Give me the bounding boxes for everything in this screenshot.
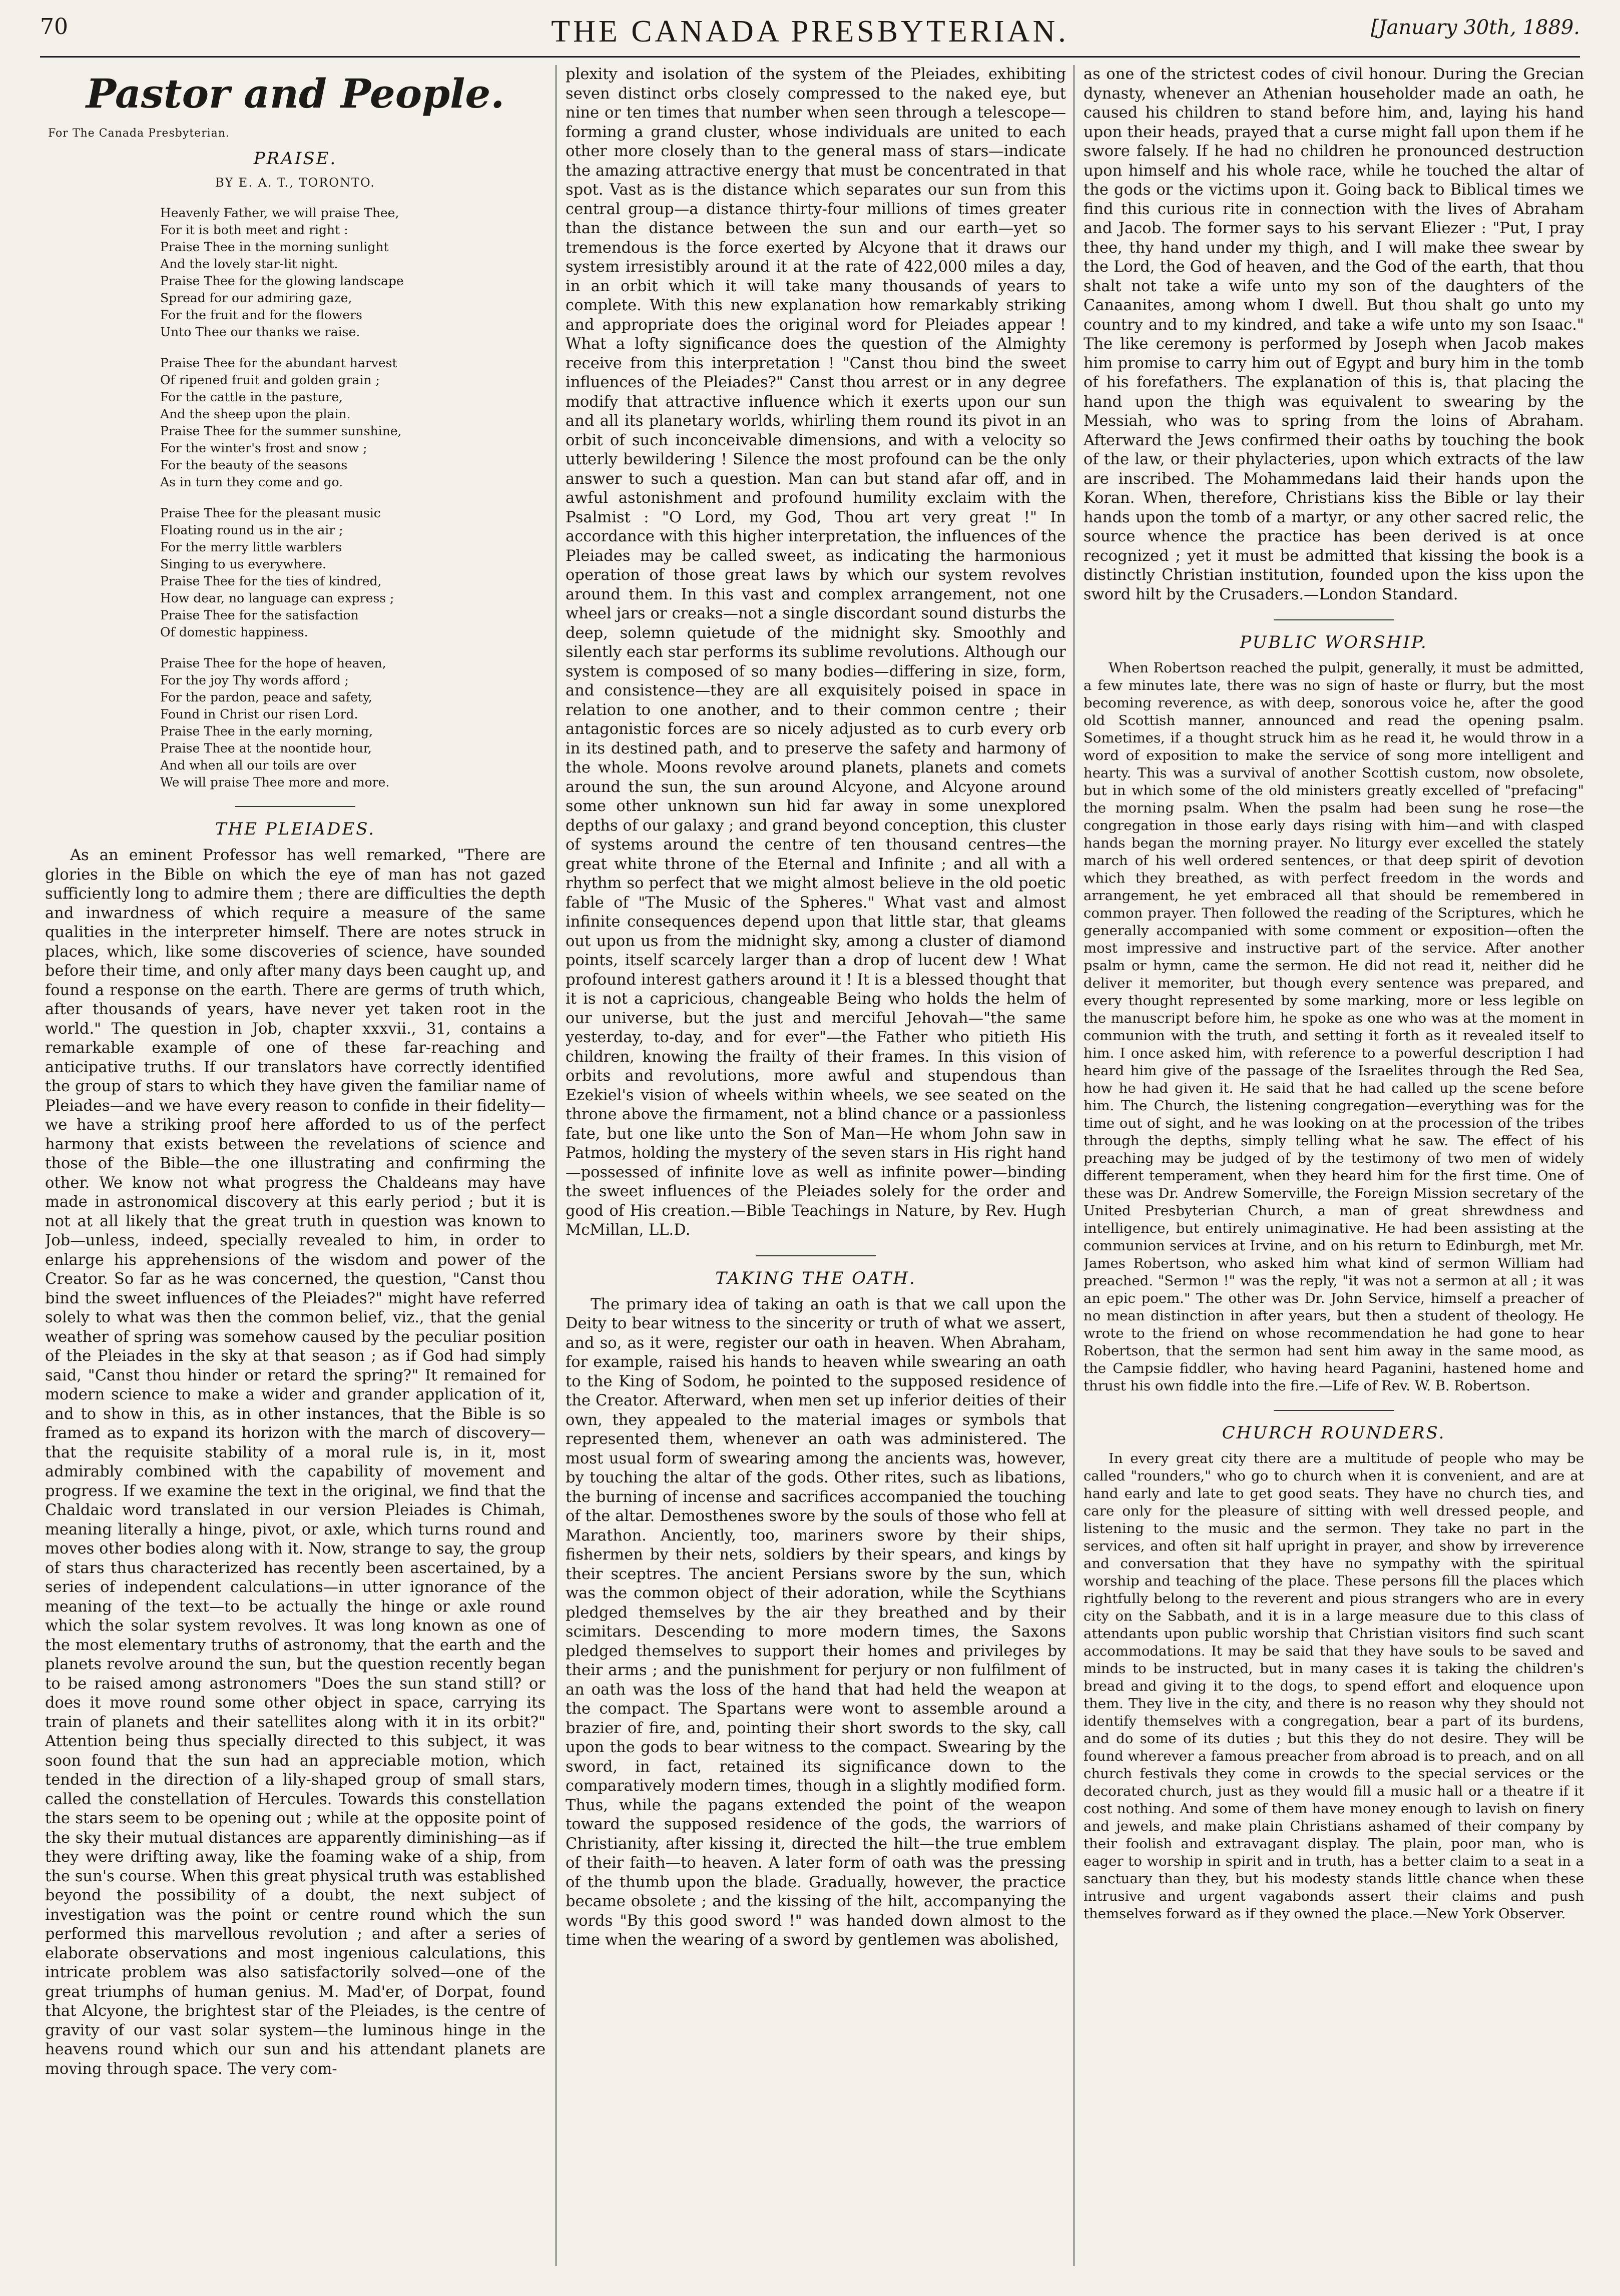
- poem-line: Found in Christ our risen Lord.: [160, 707, 358, 721]
- poem-line: Of ripened fruit and golden grain ;: [160, 373, 380, 387]
- column-3: [1084, 65, 1584, 2276]
- poem-line: Heavenly Father, we will praise Thee,: [160, 206, 399, 220]
- poem-line: Of domestic happiness.: [160, 625, 308, 639]
- poem-line: For the merry little warblers: [160, 540, 342, 554]
- section-credit: For The Canada Presbyterian.: [48, 127, 230, 140]
- poem-line: Praise Thee for the hope of heaven,: [160, 656, 386, 670]
- poem-line: For the pardon, peace and safety,: [160, 690, 372, 704]
- section-title: Pastor and People.: [86, 70, 505, 117]
- poem-line: For the winter's frost and snow ;: [160, 441, 367, 455]
- praise-byline: BY E. A. T., TORONTO.: [215, 176, 375, 190]
- rounders-title: CHURCH ROUNDERS.: [1222, 1423, 1446, 1443]
- masthead-rule: [40, 56, 1580, 58]
- poem-line: Praise Thee in the early morning,: [160, 724, 373, 738]
- column-divider: [556, 65, 557, 2266]
- oath-text-part-2: as one of the strictest codes of civil honour. During the Grecian dynasty, whenever an Athenian householder made an oath, he caused his children to stand before him, and, laying his hand upon their heads, prayed that a curse might fall upon them if he swore falsely. If he had no children he pronounced destruction upon himself and his whole race, while he touched the altar of the gods or the victims upon it. Going back to Biblical times we find this curious rite in connection with the lives of Abraham and Jacob. The former says to his servant Eliezer : "Put, I pray thee, thy hand under my thigh, and I will make thee swear by the Lord, the God of heaven, and the God of the earth, that thou shalt not take a wife unto my son of the daughters of the Canaanites, among whom I dwell. But thou shalt go unto my country and to my kindred, and take a wife unto my son Isaac." The like ceremony is performed by Joseph when Jacob makes him promise to carry him out of Egypt and bury him in the tomb of his forefathers. The explanation of this is, that placing the hand upon the thigh was equivalent to swearing by the Messiah, who was to spring from the loins of Abraham. Afterward the Jews confirmed their oaths by touching the book of the law, or their phylacteries, upon which extracts of the law are inscribed. The Mohammedans laid their hands upon the Koran. When, therefore, Christians kiss the Bible or lay their hands upon the tomb of a martyr, or any other sacred relic, the source whence the practice has been derived is at once recognized ; yet it must be admitted that kissing the book is a distinctly Christian institution, founded upon the kiss upon the sword hilt by the Crusaders.—London Standard.: [1084, 66, 1584, 603]
- poem-line: How dear, no language can express ;: [160, 591, 394, 605]
- issue-date: [January 30th, 1889.: [1371, 16, 1580, 39]
- pleiades-title: THE PLEIADES.: [215, 819, 376, 839]
- poem-stanza: [160, 655, 546, 791]
- poem-line: Praise Thee for the pleasant music: [160, 506, 381, 520]
- poem-line: Praise Thee for the glowing landscape: [160, 274, 404, 288]
- pleiades-text-part-1: As an eminent Professor has well remarked, "There are glories in the Bible on which the eye of man has not gazed sufficiently long to admire them ; there are difficulties the depth and inwardness of which require a measure of the same qualities in the interpreter himself. There are notes struck in places, which, like some discoveries of science, have sounded before their time, and only after many days been caught up, and found a response on the earth. There are germs of truth which, after thousands of years, have never yet taken root in the world." The question in Job, chapter xxxvii., 31, contains a remarkable example of one of these far-reaching and anticipative truths. If our translators have correctly identified the group of stars to which they have given the familiar name of Pleiades—and we have every reason to confide in their fidelity—we have a striking proof here afforded to us of the perfect harmony that exists between the revelations of science and those of the Bible—the one illustrating and confirming the other. We know not what progress the Chaldeans may have made in astronomical discovery at this early period ; but it is not at all likely that the great truth in question was known to Job—unless, indeed, specially revealed to him, in order to enlarge his apprehensions of the wisdom and power of the Creator. So far as he was concerned, the question, "Canst thou bind the sweet influences of the Pleiades?" might have referred solely to what was then the common belief, viz., that the genial weather of spring was somehow caused by the peculiar position of the Pleiades in the sky at that season ; as if God had simply said, "Canst thou hinder or retard the spring?" It remained for modern science to make a wider and grander application of it, and to show in this, as in other instances, that the Bible is so framed as to expand its horizon with the march of discovery—that the requisite stability of a moral rule is, in it, most admirably combined with the capability of movement and progress. If we examine the text in the original, we find that the Chaldaic word translated in our version Pleiades is Chimah, meaning literally a hinge, pivot, or axle, which turns round and moves other bodies along with it. Now, strange to say, the group of stars thus characterized has recently been ascertained, by a series of independent calculations—in utter ignorance of the meaning of the text—to be actually the hinge or axle round which the solar system revolves. It was long known as one of the most elementary truths of astronomy, that the earth and the planets revolve around the sun, but the question recently began to be raised among astronomers "Does the sun stand still? or does it move round some other object in space, carrying its train of planets and their satellites along with it in its orbit?" Attention being thus specially directed to this subject, it was soon found that the sun had an appreciable motion, which tended in the direction of a lily-shaped group of small stars, called the constellation of Hercules. Towards this constellation the stars seem to be opening out ; while at the opposite point of the sky their mutual distances are apparently diminishing—as if they were drifting away, like the foaming wake of a ship, from the sun's course. When this great physical truth was established beyond the possibility of a doubt, the next subject of investigation was the point or centre round which the sun performed this marvellous revolution ; and after a series of elaborate observations and most ingenious calculations, this intricate problem was also satisfactorily solved—one of the great triumphs of human genius. M. Mad'er, of Dorpat, found that Alcyone, the brightest star of the Pleiades, is the centre of gravity of our vast solar system—the luminous hinge in the heavens round which our sun and his attendant planets are moving through space. The very com-: [45, 847, 546, 2078]
- praise-poem: [45, 205, 546, 791]
- poem-line: Floating round us in the air ;: [160, 523, 343, 537]
- column-divider: [1073, 65, 1074, 2266]
- poem-line: Praise Thee at the noontide hour,: [160, 741, 372, 755]
- poem-line: For it is both meet and right :: [160, 223, 348, 237]
- column-2: [566, 65, 1066, 2276]
- poem-line: For the joy Thy words afford ;: [160, 673, 349, 687]
- poem-line: We will praise Thee more and more.: [160, 775, 390, 790]
- poem-line: And the sheep upon the plain.: [160, 407, 351, 421]
- poem-line: For the fruit and for the flowers: [160, 308, 362, 322]
- worship-text: When Robertson reached the pulpit, generally, it must be admitted, a few minutes late, there was no sign of haste or flurry, but the most becoming reverence, as with deep, sonorous voice he, after the good old Scottish manner, announced and read the opening psalm. Sometimes, if a thought struck him as he read it, he would throw in a word of exposition to make the service of song more intelligent and hearty. This was a survival of another Scottish custom, now obsolete, but in which some of the old ministers greatly excelled of "prefacing" the morning psalm. When the psalm had been sung he rose—the congregation in those early days rising with him—and with clasped hands began the morning prayer. No liturgy ever excelled the stately march of his well ordered sentences, or that deep spirit of devotion which they breathed, as with perfect freedom in the words and arrangement, he yet embraced all that should be remembered in common prayer. Then followed the reading of the Scriptures, which he generally accompanied with some comment or exposition—often the most impressive and instructive part of the service. After another psalm or hymn, came the sermon. He did not read it, neither did he deliver it memoriter, but though every sentence was prepared, and every thought represented by some marking, more or less legible on the manuscript before him, he spoke as one who was at the moment in communion with the truth, and setting it forth as it revealed itself to him. I once asked him, with reference to a powerful description I had heard him give of the passage of the Israelites through the Red Sea, how he had given it. He said that he had called up the scene before him. The Church, the listening congregation—everything was for the time out of sight, and he was looking on at the procession of the tribes through the depths, simply telling what he saw. The effect of his preaching may be judged of by the testimony of two men of widely different temperament, when they heard him for the first time. One of these was Dr. Andrew Somerville, the Foreign Mission secretary of the United Presbyterian Church, a man of great shrewdness and intelligence, but entirely unimaginative. He had been assisting at the communion services at Irvine, and on his return to Edinburgh, met Mr. James Robertson, who asked him what kind of sermon William had preached. "Sermon !" was the reply, "it was not a sermon at all ; it was an epic poem." The other was Dr. John Service, himself a preacher of no mean distinction in after years, but then a student of theology. He wrote to the friend on whose recommendation he had gone to hear Robertson, that the sermon had sent him away in the same mood, as the Campsie fiddler, who having heard Paganini, hastened home and thrust his own fiddle into the fire.—Life of Rev. W. B. Robertson.: [1084, 660, 1584, 1394]
- poem-line: And the lovely star-lit night.: [160, 257, 338, 271]
- poem-stanza: [160, 505, 546, 641]
- worship-title: PUBLIC WORSHIP.: [1240, 632, 1428, 652]
- poem-line: Praise Thee in the morning sunlight: [160, 240, 389, 254]
- paper-name: THE CANADA PRESBYTERIAN.: [551, 15, 1069, 49]
- pleiades-text-part-2: plexity and isolation of the system of the Pleiades, exhibiting seven distinct orbs closely compressed to the naked eye, but nine or ten times that number when seen through a telescope—forming a grand cluster, whose individuals are united to each other more closely than to the general mass of stars—indicate the amazing attractive energy that must be concentrated in that spot. Vast as is the distance which separates our sun from this central group—a distance thirty-four millions of times greater than the distance between the sun and our earth—yet so tremendous is the force exerted by Alcyone that it draws our system irresistibly around it at the rate of 422,000 miles a day, in an orbit which it will take many thousands of years to complete. With this new explanation how remarkably striking and appropriate does the original word for Pleiades appear ! What a lofty significance does the question of the Almighty receive from this interpretation ! "Canst thou bind the sweet influences of the Pleiades?" Canst thou arrest or in any degree modify that attractive influence which it exerts upon our sun and all its planetary worlds, whirling them round its pivot in an orbit of such inconceivable dimensions, and with a velocity so utterly bewildering ! Silence the most profound can be the only answer to such a question. Man can but stand afar off, and in awful astonishment and profound humility exclaim with the Psalmist : "O Lord, my God, Thou art very great !" In accordance with this higher interpretation, the influences of the Pleiades may be called sweet, as indicating the harmonious operation of those great laws by which our system revolves around them. In this vast and complex arrangement, not one wheel jars or creaks—not a single discordant sound disturbs the deep, solemn quietude of the midnight sky. Smoothly and silently each star performs its sublime revolutions. Although our system is composed of so many bodies—differing in size, form, and consistence—they are all exquisitely poised in space in relation to one another, and to their common centre ; their antagonistic forces are so nicely adjusted as to curb every orb in its destined path, and to preserve the safety and harmony of the whole. Moons revolve around planets, planets and comets around the sun, the sun around Alcyone, and Alcyone around some other unknown sun hid far away in some unexplored depths of our galaxy ; and grand beyond conception, this cluster of systems around the centre of ten thousand centres—the great white throne of the Eternal and Infinite ; and all with a rhythm so perfect that we might almost believe in the old poetic fable of "The Music of the Spheres." What vast and almost infinite consequences depend upon that little star, that gleams out upon us from the midnight sky, among a cluster of diamond points, itself scarcely larger than a drop of lucent dew ! What profound interest gathers around it ! It is a blessed thought that it is not a capricious, changeable Being who holds the helm of our universe, but the just and merciful Jehovah—"the same yesterday, to-day, and for ever"—the Father who pitieth His children, knowing the frailty of their frames. In this vision of orbits and revolutions, more awful and stupendous than Ezekiel's vision of wheels within wheels, we see seated on the throne above the firmament, not a blind chance or a passionless fate, but one like unto the Son of Man—He whom John saw in Patmos, holding the mystery of the seven stars in His right hand—possessed of infinite love as well as infinite power—binding the sweet influences of the Pleiades solely for the order and good of His creation.—Bible Teachings in Nature, by Rev. Hugh McMillan, LL.D.: [566, 66, 1066, 1239]
- title-rule: [756, 1255, 876, 1256]
- poem-line: Praise Thee for the summer sunshine,: [160, 424, 402, 438]
- title-rule: [235, 806, 355, 807]
- title-rule: [1274, 619, 1394, 620]
- poem-line: And when all our toils are over: [160, 758, 356, 773]
- poem-stanza: [160, 205, 546, 341]
- title-rule: [1274, 1410, 1394, 1411]
- praise-title: PRAISE.: [253, 149, 337, 169]
- column-1: [45, 65, 546, 2276]
- poem-line: Praise Thee for the abundant harvest: [160, 356, 397, 370]
- oath-title: TAKING THE OATH.: [715, 1268, 916, 1288]
- masthead: [40, 14, 1580, 59]
- poem-line: Praise Thee for the satisfaction: [160, 608, 359, 622]
- poem-line: As in turn they come and go.: [160, 475, 343, 489]
- poem-stanza: [160, 355, 546, 491]
- poem-line: For the beauty of the seasons: [160, 458, 348, 472]
- poem-line: Unto Thee our thanks we raise.: [160, 325, 360, 339]
- page-number: 70: [40, 14, 68, 40]
- oath-text-part-1: The primary idea of taking an oath is that we call upon the Deity to bear witness to the sincerity or truth of what we assert, and so, as it were, register our oath in heaven. When Abraham, for example, raised his hands to heaven while swearing an oath to the King of Sodom, he pointed to the supposed residence of the Creator. Afterward, when men set up inferior deities of their own, they appealed to the material images or symbols that represented them, whenever an oath was administered. The most usual form of swearing among the ancients was, however, by touching the altar of the gods. Other rites, such as libations, the burning of incense and sacrifices accompanied the touching of the altar. Demosthenes swore by the souls of those who fell at Marathon. Anciently, too, mariners swore by their ships, fishermen by their nets, soldiers by their spears, and kings by their sceptres. The ancient Persians swore by the sun, which was the common object of their adoration, while the Scythians pledged themselves by the air they breathed and by their scimitars. Descending to more modern times, the Saxons pledged themselves to support their homes and privileges by their arms ; and the punishment for perjury or non fulfilment of an oath was the loss of the hand that had held the weapon at the compact. The Spartans were wont to assemble around a brazier of fire, and, pointing their short swords to the sky, call upon the gods to bear witness to the compact. Swearing by the sword, in fact, retained its significance down to the comparatively modern times, though in a slightly modified form. Thus, while the pagans extended the point of the weapon toward the supposed residence of the gods, the warriors of Christianity, after kissing it, directed the hilt—the true emblem of their faith—to heaven. A later form of oath was the pressing of the thumb upon the blade. Gradually, however, the practice became obsolete ; and the kissing of the hilt, accompanying the words "By this good sword !" was handed down almost to the time when the wearing of a sword by gentlemen was abolished,: [566, 1295, 1066, 1949]
- poem-line: Singing to us everywhere.: [160, 557, 326, 571]
- poem-line: Spread for our admiring gaze,: [160, 291, 352, 305]
- rounders-text: In every great city there are a multitude of people who may be called "rounders," who go to church when it is convenient, and are at hand early and late to get good seats. They have no church ties, and care only for the pleasure of sitting with well dressed people, and listening to the music and the sermon. They take no part in the services, and often sit half upright in prayer, and show by irreverence and conversation that they have no sympathy with the spiritual worship and teaching of the place. These persons fill the places which rightfully belong to the reverent and pious strangers who are in every city on the Sabbath, and it is in a large measure due to this class of attendants upon public worship that Christian visitors find such scant accommodations. It may be said that they have souls to be saved and minds to be instructed, but in many cases it is taking the children's bread and giving it to the dogs, to spend effort and eloquence upon them. They live in the city, and there is no reason why they should not identify themselves with a congregation, bear a part of its burdens, and do some of its duties ; but this they do not desire. They will be found wherever a famous preacher from abroad is to preach, and on all church festivals they come in crowds to the special services or the decorated church, just as they would fill a music hall or a theatre if it cost nothing. And some of them have money enough to lavish on finery and jewels, and make plain Christians ashamed of their company by their foolish and extravagant display. The plain, poor man, who is eager to worship in spirit and in truth, has a better claim to a seat in a sanctuary than they, but his modesty stands little chance when these intrusive and urgent vagabonds assert their claims and push themselves forward as if they owned the place.—New York Observer.: [1084, 1450, 1584, 1922]
- poem-line: For the cattle in the pasture,: [160, 390, 343, 404]
- poem-line: Praise Thee for the ties of kindred,: [160, 574, 382, 588]
